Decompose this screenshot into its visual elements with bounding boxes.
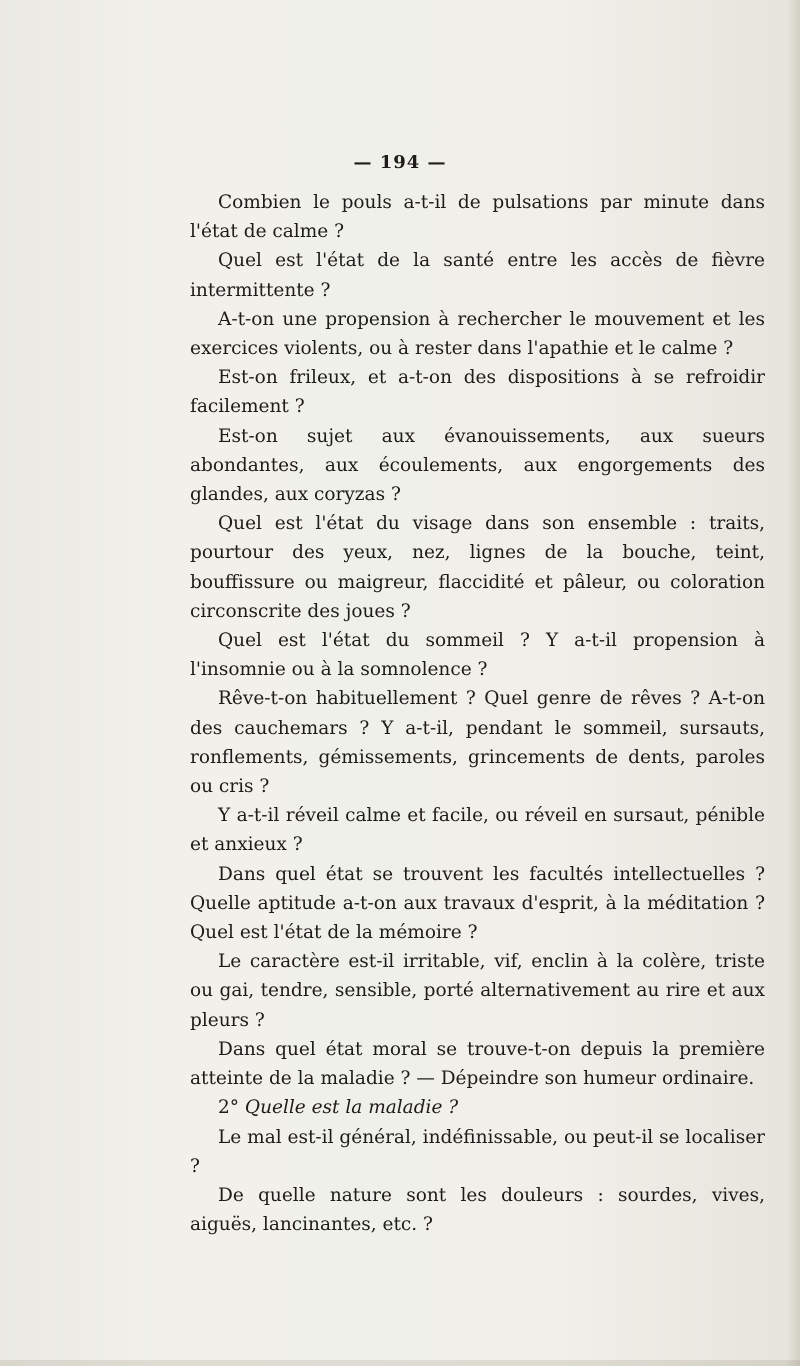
paragraph-pain-nature: De quelle nature sont les douleurs : sourdes, vives, aiguës, lancinantes, etc. ? — [190, 1184, 765, 1236]
paragraph-chills: Est-on frileux, et a-t-on des dispositions à se refroidir facilement ? — [190, 367, 765, 418]
paragraph-fainting: Est-on sujet aux évanouissements, aux sueurs abondantes, aux écoulements, aux engorgements des glandes, aux coryzas ? — [190, 425, 765, 506]
paragraph-dreams: Rêve-t-on habituellement ? Quel genre de rêves ? A-t-on des cauchemars ? Y a-t-il, pendant le sommeil, sursauts, ronflements, gémissements, grincements de dents, paroles ou cris ? — [190, 688, 765, 798]
section-title: Quelle est la maladie ? — [244, 1097, 459, 1119]
paragraph-localization: Le mal est-il général, indéfinissable, ou peut-il se localiser ? — [190, 1126, 765, 1177]
section-number: 2° — [218, 1097, 240, 1119]
paragraph-fever: Quel est l'état de la santé entre les accès de fièvre intermittente ? — [190, 250, 765, 301]
paragraph-movement: A-t-on une propension à rechercher le mouvement et les exercices violents, ou à rester dans l'apathie et le calme ? — [190, 308, 765, 360]
paragraph-face: Quel est l'état du visage dans son ensemble : traits, pourtour des yeux, nez, lignes de la bouche, teint, bouffissure ou maigreur, flaccidité et pâleur, ou coloration circonscrite des joues ? — [190, 513, 765, 622]
page-edge-shadow — [786, 0, 800, 1366]
paragraph-moral-state: Dans quel état moral se trouve-t-on depuis la première atteinte de la maladie ? — Dépeindre son humeur ordinaire. — [190, 1038, 765, 1090]
page-number: — 194 — — [353, 152, 447, 173]
section-heading — [190, 1093, 765, 1122]
page-bottom-edge — [0, 1360, 800, 1366]
body-text — [190, 188, 765, 1239]
paragraph-waking: Y a-t-il réveil calme et facile, ou réveil en sursaut, pénible et anxieux ? — [190, 805, 765, 856]
paragraph-character: Le caractère est-il irritable, vif, enclin à la colère, triste ou gai, tendre, sensible, porté alternativement au rire et aux pleurs ? — [190, 951, 765, 1031]
paragraph-pulse: Combien le pouls a-t-il de pulsations par minute dans l'état de calme ? — [190, 192, 765, 243]
paragraph-sleep: Quel est l'état du sommeil ? Y a-t-il propension à l'insomnie ou à la somnolence ? — [190, 630, 765, 681]
paragraph-intellect: Dans quel état se trouvent les facultés intellectuelles ? Quelle aptitude a-t-on aux travaux d'esprit, à la méditation ? Quel est l'état de la mémoire ? — [190, 863, 765, 944]
